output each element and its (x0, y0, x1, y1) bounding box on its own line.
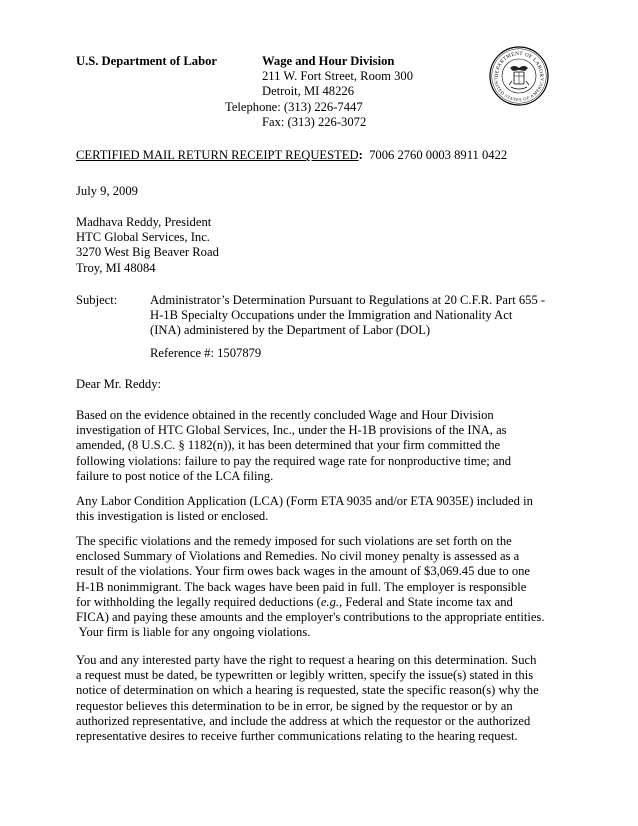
paragraph-line: The specific violations and the remedy imposed for such violations are set forth on the (76, 534, 512, 548)
reference-number: Reference #: 1507879 (150, 346, 262, 360)
certified-mail-label: CERTIFIED MAIL RETURN RECEIPT REQUESTED (76, 148, 359, 162)
paragraph-line: representative desires to receive further communications relating to the hearing request. (76, 729, 518, 744)
paragraph-line: Based on the evidence obtained in the recently concluded Wage and Hour Division (76, 408, 494, 422)
subject-label: Subject: (76, 293, 118, 307)
letter-date: July 9, 2009 (76, 184, 138, 198)
line-text: for withholding the legally required deductions ( (76, 594, 321, 609)
paragraph-line: Any Labor Condition Application (LCA) (Form ETA 9035 and/or ETA 9035E) included in (76, 494, 533, 508)
certified-mail-line (76, 148, 507, 163)
seal-bottom-text: UNITED STATES OF AMERICA (492, 77, 546, 103)
subject-text (150, 293, 570, 339)
italic-text: e.g., (320, 594, 343, 609)
paragraph-line: enclosed Summary of Violations and Remedies. No civil money penalty is assessed as a (76, 549, 520, 564)
certified-colon: : (358, 148, 363, 162)
paragraph-line: Your firm is liable for any ongoing violations. (76, 625, 311, 640)
address-line: 211 W. Fort Street, Room 300 (262, 69, 414, 84)
recipient-line: 3270 West Big Beaver Road (76, 245, 219, 260)
salutation: Dear Mr. Reddy: (76, 377, 161, 391)
paragraph-hearing-rights (76, 653, 552, 744)
certified-mail-number: 7006 2760 0003 8911 0422 (369, 148, 508, 162)
recipient-address (76, 215, 219, 276)
recipient-line: Troy, MI 48084 (76, 260, 156, 275)
paragraph-line: a request must be dated, be typewritten or legibly written, specify the issue(s) stated in this (76, 668, 534, 683)
paragraph-remedies (76, 534, 552, 640)
dol-seal-icon (489, 46, 549, 106)
letterhead-address (225, 54, 425, 130)
subject-line: Administrator’s Determination Pursuant to Regulations at 20 C.F.R. Part 655 - (150, 293, 546, 307)
paragraph-line: notice of determination on which a hearing is requested, state the specific reason(s) why the (76, 683, 539, 698)
subject-line: H-1B Specialty Occupations under the Immigration and Nationality Act (150, 308, 513, 323)
address-line: Detroit, MI 48226 (262, 84, 354, 99)
subject-line: (INA) administered by the Department of Labor (DOL) (150, 323, 431, 338)
paragraph-violations-found (76, 408, 552, 484)
telephone: Telephone: (313) 226-7447 (225, 99, 363, 114)
paragraph-line: authorized representative, and include the address at which the requestor or the authorized (76, 713, 531, 728)
recipient-line: HTC Global Services, Inc. (76, 230, 210, 245)
paragraph-line: result of the violations. Your firm owes back wages in the amount of $3,069.45 due to one (76, 564, 531, 579)
paragraph-line: this investigation is listed or enclosed. (76, 509, 269, 524)
paragraph-lca (76, 494, 552, 524)
paragraph-line: FICA) and paying these amounts and the employer's contributions to the appropriate entities. (76, 610, 545, 625)
division-name: Wage and Hour Division (262, 54, 395, 68)
seal-top-text: DEPARTMENT OF LABOR (493, 50, 545, 78)
paragraph-line: amended, (8 U.S.C. § 1182(n)), it has been determined that your firm committed the (76, 438, 501, 453)
paragraph-line (76, 595, 552, 610)
paragraph-line: You and any interested party have the right to request a hearing on this determination. Such (76, 653, 537, 667)
paragraph-line: following violations: failure to pay the required wage rate for nonproductive time; and (76, 453, 512, 468)
paragraph-line: H-1B nonimmigrant. The back wages have been paid in full. The employer is responsible (76, 579, 527, 594)
line-text: Federal and State income tax and (342, 594, 513, 609)
paragraph-line: failure to post notice of the LCA filing. (76, 468, 274, 483)
recipient-line: Madhava Reddy, President (76, 215, 212, 229)
fax: Fax: (313) 226-3072 (262, 114, 367, 129)
paragraph-line: requestor believes this determination to be in error, be signed by the requestor or by an (76, 698, 513, 713)
agency-name: U.S. Department of Labor (76, 54, 217, 68)
paragraph-line: investigation of HTC Global Services, Inc., under the H-1B provisions of the INA, as (76, 423, 507, 438)
